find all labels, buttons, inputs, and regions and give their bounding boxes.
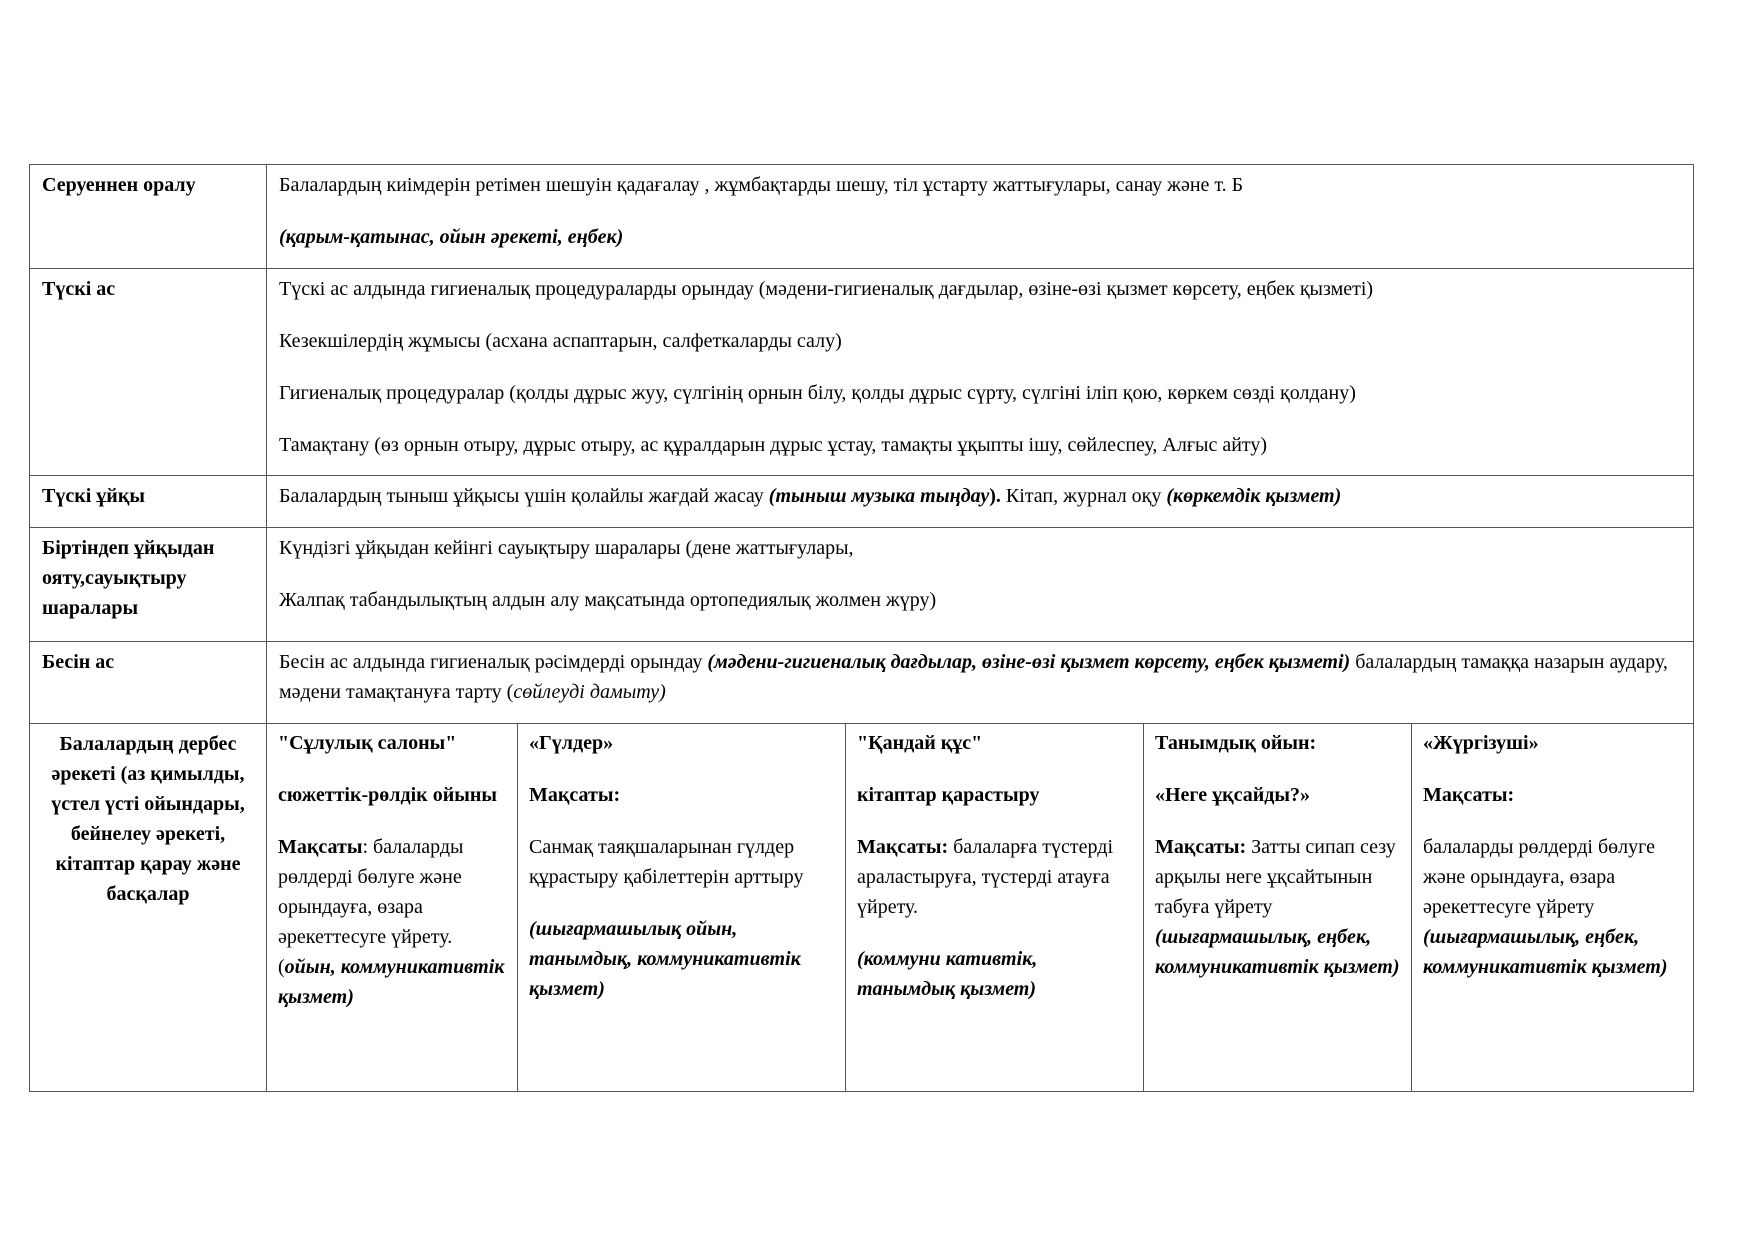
content-text: ).	[989, 485, 1001, 507]
activity-title: «Гүлдер»	[529, 732, 614, 754]
activity-types: (мәдени-гигиеналық дағдылар, өзіне-өзі қызмет көрсету, еңбек қызметі)	[707, 651, 1351, 673]
goal-text: Санмақ таяқшаларынан гүлдер құрастыру қабілеттерін арттыру	[529, 836, 804, 888]
row-lunch	[30, 269, 1694, 476]
activity-types: (тыныш музыка тыңдау	[768, 485, 990, 507]
content-text: Бесін ас алдында гигиеналық рәсімдерді орындау	[279, 651, 708, 673]
row-content	[267, 476, 1694, 528]
goal-label: Мақсаты:	[1155, 836, 1247, 858]
activity-types: ойын, коммуникативтік қызмет)	[278, 956, 505, 1008]
plan-table	[29, 164, 1694, 1092]
row-label: Бесін ас	[30, 642, 267, 724]
row-afternoon-snack	[30, 642, 1694, 724]
goal-text: балаларға түстерді араластыруға, түстерді атауға үйрету.	[857, 836, 1114, 918]
row-return-from-walk	[30, 165, 1694, 269]
activity-goal	[1423, 832, 1683, 982]
content-line: Кезекшілердің жұмысы (асхана аспаптарын, салфеткаларды салу)	[279, 330, 842, 352]
content-line: Түскі ас алдында гигиеналық процедураларды орындау (мәдени-гигиеналық дағдылар, өзіне-өзі қызмет көрсету, еңбек қызметі)	[279, 278, 1374, 300]
activity-goal	[857, 832, 1133, 922]
activity-cell-salon	[267, 724, 518, 1092]
activity-types: (шығармашылық, еңбек, коммуникативтік қызмет)	[1423, 926, 1668, 978]
activity-cell-cognitive-game	[1144, 724, 1412, 1092]
activity-subtitle: кітаптар қарастыру	[857, 784, 1040, 806]
activity-types: (шығармашылық ойын, танымдық, коммуникативтік қызмет)	[529, 918, 801, 1000]
row-content	[267, 642, 1694, 724]
row-content	[267, 528, 1694, 642]
row-label: Серуеннен оралу	[30, 165, 267, 269]
row-label: Түскі ұйқы	[30, 476, 267, 528]
activity-title: "Сұлулық салоны"	[278, 732, 457, 754]
row-label: Біртіндеп ұйқыдан ояту,сауықтыру шаралары	[30, 528, 267, 642]
activity-goal	[1155, 832, 1401, 982]
activity-title: Танымдық ойын:	[1155, 732, 1317, 754]
goal-label: Мақсаты:	[529, 784, 621, 806]
row-nap	[30, 476, 1694, 528]
activity-cell-flowers	[518, 724, 846, 1092]
goal-text: : балаларды рөлдерді бөлуге және орындауға, өзара әрекеттесуге үйрету.(	[278, 836, 464, 978]
activity-types: (коммуни кативтік, танымдық қызмет)	[857, 948, 1038, 1000]
content-line: Күндізгі ұйқыдан кейінгі сауықтыру шаралары (дене жаттығулары,	[279, 537, 854, 559]
activity-cell-driver	[1412, 724, 1694, 1092]
row-independent-activity	[30, 724, 1694, 1092]
activity-subtitle: «Неге ұқсайды?»	[1155, 784, 1311, 806]
goal-label: Мақсаты:	[1423, 784, 1515, 806]
content-line: Балалардың киімдерін ретімен шешуін қадағалау , жұмбақтарды шешу, тіл ұстарту жаттығулары, санау және т. Б	[279, 174, 1244, 196]
row-content	[267, 165, 1694, 269]
activity-cell-bird	[846, 724, 1144, 1092]
content-text: Балалардың тыныш ұйқысы үшін қолайлы жағдай жасау	[279, 485, 769, 507]
activity-types: сөйлеуді дамыту)	[513, 681, 666, 703]
row-label: Балалардың дербес әрекеті (аз қимылды, үстел үсті ойындары, бейнелеу әрекеті, кітаптар қарау және басқалар	[30, 724, 267, 1092]
row-label: Түскі ас	[30, 269, 267, 476]
row-content	[267, 269, 1694, 476]
goal-label: Мақсаты:	[857, 836, 949, 858]
activity-types: (шығармашылық, еңбек, коммуникативтік қызмет)	[1155, 926, 1400, 978]
activity-types: (көркемдік қызмет)	[1166, 485, 1342, 507]
goal-text: Затты сипап сезу арқылы неге ұқсайтынын табуға үйрету	[1155, 836, 1396, 918]
activity-title: "Қандай құс"	[857, 732, 983, 754]
goal-label: Мақсаты	[278, 836, 363, 858]
content-line: Тамақтану (өз орнын отыру, дұрыс отыру, ас құралдарын дұрыс ұстау, тамақты ұқыпты ішу, сөйлеспеу, Алғыс айту)	[279, 434, 1268, 456]
goal-text: балаларды рөлдерді бөлуге және орындауға, өзара әрекеттесуге үйрету	[1423, 836, 1655, 918]
activity-title: «Жүргізуші»	[1423, 732, 1539, 754]
activity-types: (қарым-қатынас, ойын әрекеті, еңбек)	[279, 226, 624, 248]
row-wake-up	[30, 528, 1694, 642]
content-text: балалардың тамаққа назарын аудару, мәдени тамақтануға тарту (	[279, 651, 1668, 703]
content-line: Гигиеналық процедуралар (қолды дұрыс жуу, сүлгінің орнын білу, қолды дұрыс сүрту, сүлгіні іліп қою, көркем сөзді қолдану)	[279, 382, 1356, 404]
activity-subtitle: сюжеттік-рөлдік ойыны	[278, 784, 497, 806]
content-text: Кітап, журнал оқу	[1000, 485, 1167, 507]
activity-goal	[278, 832, 507, 1012]
content-line: Жалпақ табандылықтың алдын алу мақсатында ортопедиялық жолмен жүру)	[279, 589, 937, 611]
